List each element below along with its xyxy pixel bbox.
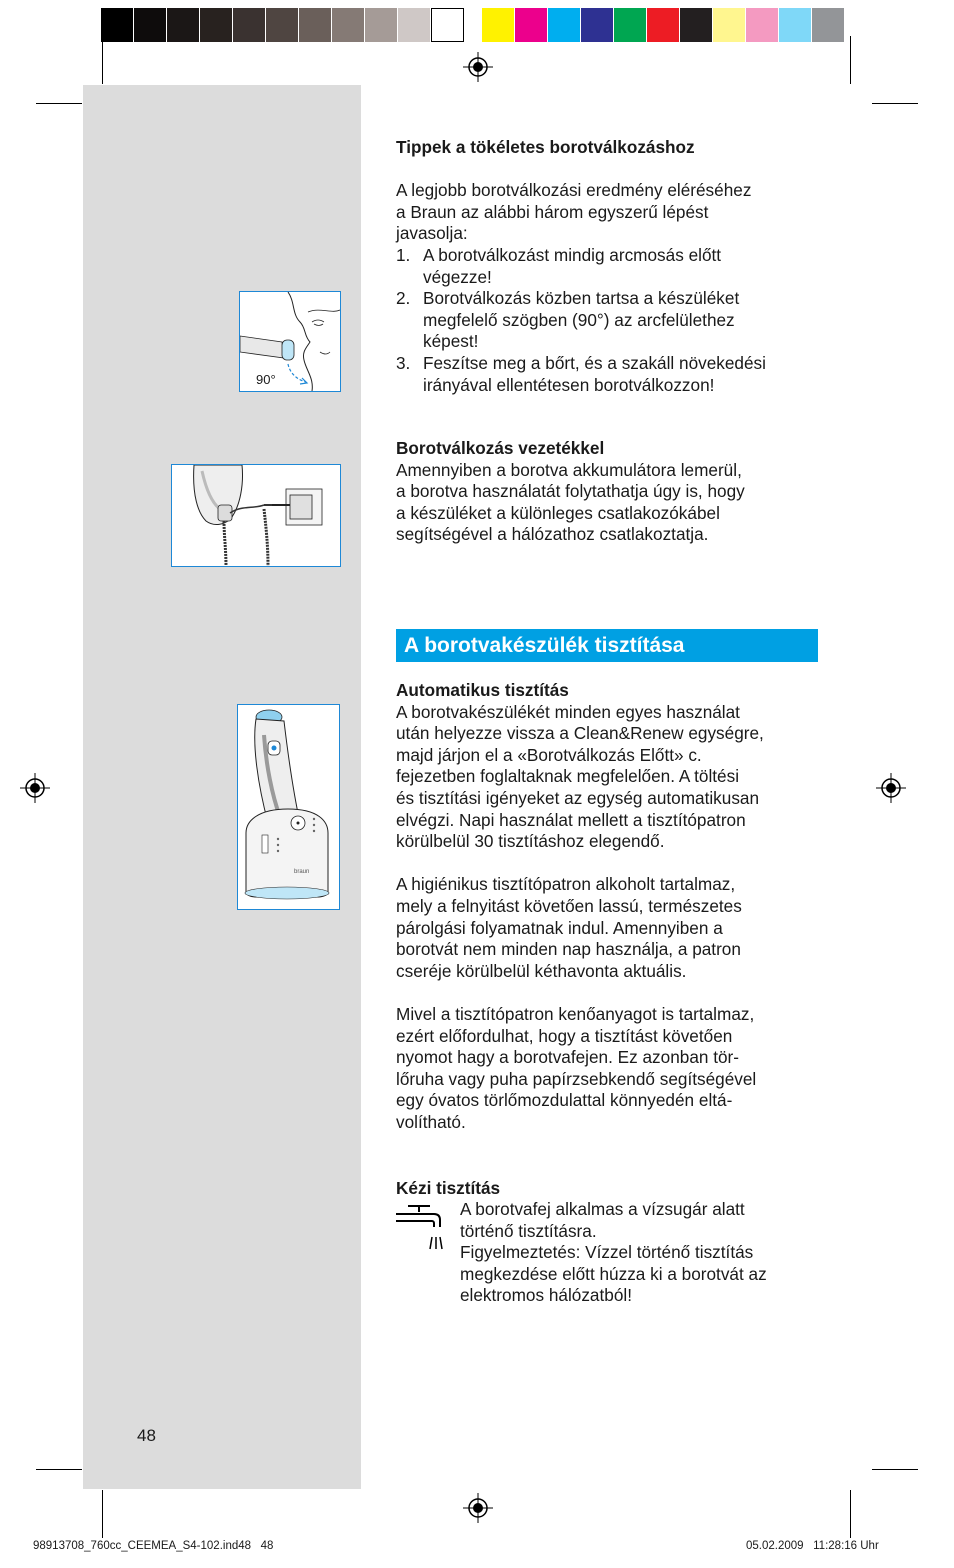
crop-mark — [850, 36, 851, 84]
paragraph-line: történő tisztításra. — [460, 1220, 597, 1241]
tips-intro-line: A legjobb borotválkozási eredmény eléréséhez — [396, 180, 752, 200]
registration-mark-icon — [463, 1493, 493, 1523]
color-swatch — [134, 8, 167, 42]
paragraph-line: elektromos hálózatból! — [460, 1285, 632, 1306]
page-number: 48 — [137, 1426, 156, 1445]
color-swatch — [398, 8, 431, 42]
step-line: végezze! — [423, 266, 492, 287]
color-swatch — [266, 8, 299, 42]
color-swatch — [548, 8, 581, 42]
list-item — [396, 288, 816, 353]
color-swatch — [680, 8, 713, 42]
paragraph-line: párolgási folyamatnak indul. Amennyiben a — [396, 917, 723, 938]
crop-mark — [850, 1490, 851, 1538]
water-tap-icon — [394, 1203, 446, 1253]
list-item — [396, 245, 816, 288]
color-swatch — [515, 8, 548, 42]
paragraph-line: elvégzi. Napi használat mellett a tisztítópatron — [396, 809, 746, 830]
paragraph-line: és tisztítási igényeket az egység automatikusan — [396, 787, 760, 808]
paragraph-line: körülbelül 30 tisztításhoz elegendő. — [396, 831, 665, 852]
step-line: irányával ellentétesen borotválkozzon! — [423, 374, 715, 395]
registration-mark-icon — [20, 773, 50, 803]
color-swatch — [779, 8, 812, 42]
paragraph-line: A higiénikus tisztítópatron alkoholt tartalmaz, — [396, 874, 736, 895]
color-swatch — [299, 8, 332, 42]
paragraph-line: borotvát nem minden nap használja, a patron — [396, 939, 741, 960]
color-swatch — [233, 8, 266, 42]
angle-label: 90° — [256, 372, 276, 387]
auto-cleaning-heading: Automatikus tisztítás — [396, 680, 569, 700]
tips-heading: Tippek a tökéletes borotválkozáshoz — [396, 137, 695, 157]
paragraph-line: ezért előfordulhat, hogy a tisztítást követően — [396, 1025, 733, 1046]
cord-line: a készüléket a különleges csatlakozókábel — [396, 502, 720, 523]
manual-cleaning-heading: Kézi tisztítás — [396, 1178, 501, 1198]
color-swatch — [332, 8, 365, 42]
step-line: A borotválkozást mindig arcmosás előtt — [423, 245, 722, 265]
paragraph-line: volítható. — [396, 1111, 466, 1132]
paragraph-line: nyomot hagy a borotvafejen. Ez azonban tör- — [396, 1047, 740, 1068]
corded-shaving-illustration — [171, 464, 341, 567]
footer-file-info: 98913708_760cc_CEEMEA_S4-102.ind48 48 — [33, 1540, 274, 1552]
color-swatch — [482, 8, 515, 42]
section-banner: A borotvakészülék tisztítása — [396, 629, 818, 662]
registration-mark-icon — [876, 773, 906, 803]
step-line: megfelelő szögben (90°) az arcfelülethez — [423, 309, 735, 330]
paragraph-line: Figyelmeztetés: Vízzel történő tisztítás — [460, 1242, 754, 1263]
paragraph-line: A borotvafej alkalmas a vízsugár alatt — [460, 1199, 745, 1219]
paragraph-line: után helyezze vissza a Clean&Renew egységre, — [396, 723, 764, 744]
color-swatch — [581, 8, 614, 42]
step-line: Borotválkozás közben tartsa a készüléket — [423, 288, 740, 309]
step-number: 3. — [396, 352, 411, 373]
crop-mark — [102, 36, 103, 84]
paragraph-line: megkezdése előtt húzza ki a borotvát az — [460, 1263, 767, 1284]
paragraph-line: mely a felnyitást követően lassú, természetes — [396, 895, 742, 916]
device-brand-logo: braun — [294, 869, 310, 875]
step-number: 2. — [396, 288, 411, 309]
paragraph-line: egy óvatos törlőmozdulattal könnyedén eltá- — [396, 1090, 733, 1111]
paragraph-line: lőruha vagy puha papírzsebkendő segítségével — [396, 1068, 757, 1089]
cord-section — [396, 438, 816, 546]
color-swatch — [167, 8, 200, 42]
tips-steps-list — [396, 245, 816, 396]
registration-mark-icon — [463, 52, 493, 82]
color-swatch — [365, 8, 398, 42]
crop-mark — [36, 103, 82, 104]
crop-mark — [36, 1469, 82, 1470]
clean-renew-illustration — [237, 704, 340, 910]
auto-cleaning-section — [396, 680, 816, 1133]
color-swatch — [746, 8, 779, 42]
color-swatch — [647, 8, 680, 42]
manual-cleaning-body — [460, 1199, 820, 1307]
footer-timestamp: 05.02.2009 11:28:16 Uhr — [746, 1540, 879, 1552]
color-swatch — [812, 8, 845, 42]
color-swatch — [101, 8, 134, 42]
cord-line: a borotva használatát folytathatja úgy is, hogy — [396, 481, 745, 502]
color-swatch — [431, 8, 464, 42]
step-line: Feszítse meg a bőrt, és a szakáll növekedési — [423, 352, 766, 373]
paragraph-line: A borotvakészülékét minden egyes használat — [396, 701, 740, 722]
color-swatch — [713, 8, 746, 42]
cord-heading: Borotválkozás vezetékkel — [396, 438, 605, 458]
color-bar-grayscale — [101, 8, 464, 42]
tips-intro-line: a Braun az alábbi három egyszerű lépést — [396, 201, 709, 222]
cord-line: segítségével a hálózathoz csatlakoztatja. — [396, 524, 709, 545]
paragraph-line: majd járjon el a «Borotválkozás Előtt» c. — [396, 744, 702, 765]
crop-mark — [872, 103, 918, 104]
tips-intro-line: javasolja: — [396, 223, 468, 244]
crop-mark — [872, 1469, 918, 1470]
cord-line: Amennyiben a borotva akkumulátora lemerül, — [396, 459, 742, 480]
paragraph-line: Mivel a tisztítópatron kenőanyagot is tartalmaz, — [396, 1003, 755, 1024]
color-bar-cmyk — [482, 8, 845, 42]
list-item — [396, 353, 816, 396]
color-swatch — [614, 8, 647, 42]
shaving-angle-illustration — [239, 291, 341, 392]
tips-intro — [396, 180, 816, 245]
crop-mark — [102, 1490, 103, 1538]
color-swatch — [200, 8, 233, 42]
step-line: képest! — [423, 331, 479, 352]
paragraph-line: fejezetben foglaltaknak megfelelően. A töltési — [396, 766, 740, 787]
paragraph-line: cseréje körülbelül kéthavonta aktuális. — [396, 960, 687, 981]
step-number: 1. — [396, 245, 411, 265]
